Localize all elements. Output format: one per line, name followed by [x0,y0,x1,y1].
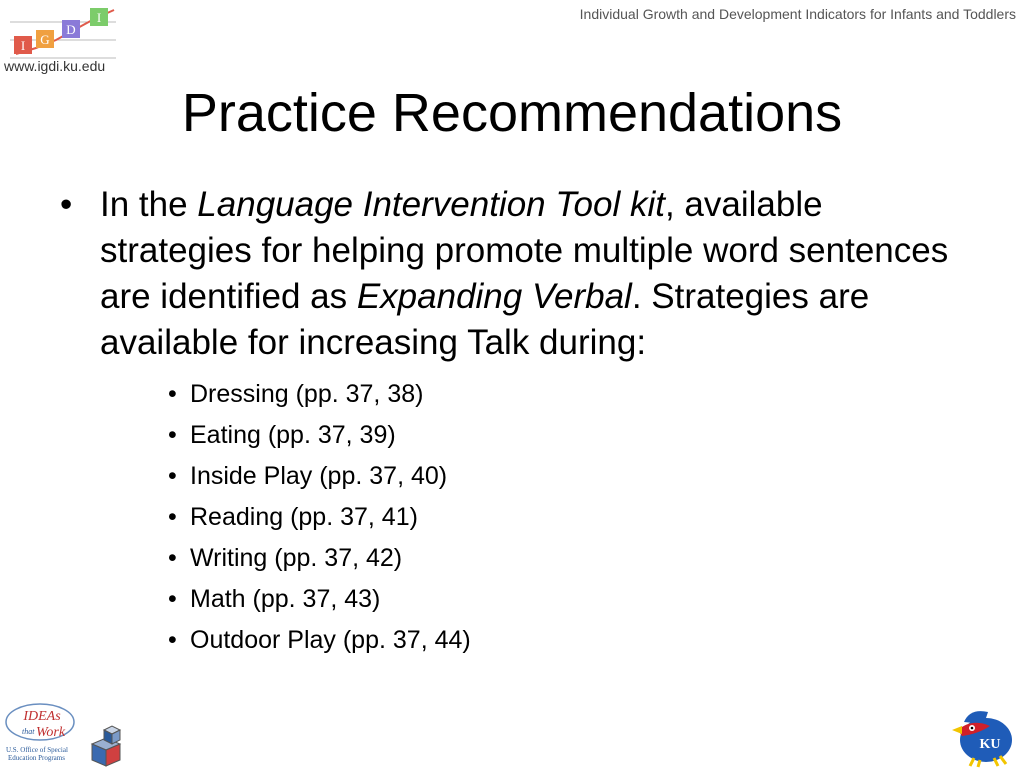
bullet-dot-icon: • [168,585,177,613]
bullet-dot-icon: • [168,544,177,572]
main-bullet [58,182,978,366]
logo-letter-g: G [40,32,50,47]
list-item [162,538,978,579]
slide-title: Practice Recommendations [181,83,843,143]
svg-text:KU: KU [979,737,1001,752]
list-item-text: Dressing (pp. 37, 38) [190,380,424,408]
bullet-italic-expanding: Expanding Verbal [356,277,632,316]
list-item [162,579,978,620]
logo-letter-d: D [66,22,76,37]
bullet-italic-toolkit: Language Intervention Tool kit [197,185,665,224]
svg-text:Education Programs: Education Programs [8,754,65,762]
list-item-text: Writing (pp. 37, 42) [190,544,403,572]
slide-body [58,182,978,661]
bullet-dot-icon: • [168,503,177,531]
list-item [162,415,978,456]
list-item [162,497,978,538]
igdi-logo [6,4,120,64]
bullet-text-3: . Strategies are available for increasing Talk during: [100,277,870,362]
bullet-dot-icon: • [168,380,177,408]
svg-text:U.S. Office of Special: U.S. Office of Special [6,746,68,754]
building-blocks-icon [86,724,130,768]
list-item-text: Reading (pp. 37, 41) [190,503,418,531]
list-item-text: Eating (pp. 37, 39) [190,421,396,449]
logo-letter-i: I [20,38,26,53]
bullet-dot-icon: • [60,185,73,224]
list-item-text: Math (pp. 37, 43) [190,585,381,613]
bullet-dot-icon: • [168,421,177,449]
header-title: Individual Growth and Development Indicators for Infants and Toddlers [579,6,1016,22]
list-item-text: Inside Play (pp. 37, 40) [190,462,448,490]
list-item [162,456,978,497]
list-item [162,374,978,415]
svg-text:Work: Work [36,725,66,740]
list-item [162,620,978,661]
bullet-dot-icon: • [168,626,177,654]
svg-text:IDEAs: IDEAs [23,709,61,724]
ideas-that-work-logo [2,700,82,766]
list-item-text: Outdoor Play (pp. 37, 44) [190,626,471,654]
logo-letter-i-2: I [96,10,102,25]
ku-jayhawk-logo [950,704,1022,768]
bullet-text-1: In the [100,185,198,224]
bullet-text-2: , available strategies for helping promote multiple word sentences are identified as [100,185,949,316]
sub-bullet-list [58,374,978,661]
bullet-dot-icon: • [168,462,177,490]
svg-text:that: that [22,727,35,736]
site-url: www.igdi.ku.edu [4,58,106,74]
